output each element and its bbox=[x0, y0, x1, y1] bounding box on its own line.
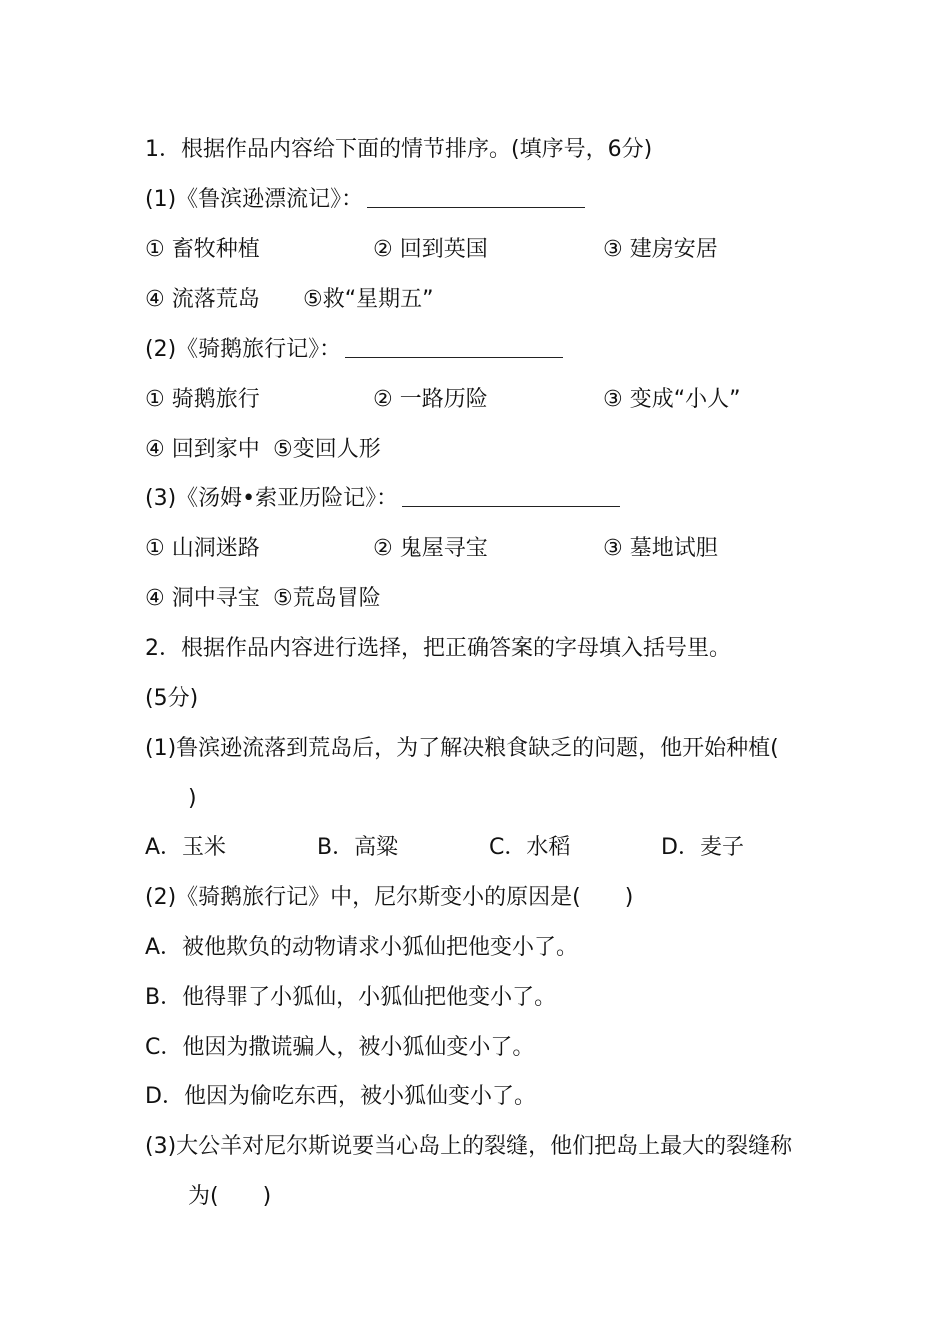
part-1-label: (1)《鲁滨逊漂流记》： bbox=[145, 187, 364, 212]
option: ② 一路历险 bbox=[373, 387, 488, 412]
option: ② 鬼屋寻宝 bbox=[373, 536, 488, 561]
option: ① 畜牧种植 bbox=[145, 237, 260, 262]
answer-blank-1[interactable] bbox=[367, 185, 585, 208]
option: ① 骑鹅旅行 bbox=[145, 387, 260, 412]
option: ③ 变成“小人” bbox=[603, 387, 741, 412]
question-2-title: 2．根据作品内容进行选择，把正确答案的字母填入括号里。 bbox=[145, 636, 731, 661]
answer-blank-2[interactable] bbox=[345, 335, 563, 358]
part-1-options-row-1 bbox=[145, 235, 845, 265]
sub-2-option-d: D．他因为偷吃东西，被小狐仙变小了。 bbox=[145, 1084, 536, 1109]
part-2-label: (2)《骑鹅旅行记》： bbox=[145, 337, 342, 362]
sub-2-option-c: C．他因为撒谎骗人，被小狐仙变小了。 bbox=[145, 1035, 535, 1060]
option: ⑤救“星期五” bbox=[303, 287, 434, 312]
sub-2-option-b: B．他得罪了小狐仙，小狐仙把他变小了。 bbox=[145, 985, 557, 1010]
question-2-sub-3-line-1: (3)大公羊对尼尔斯说要当心岛上的裂缝，他们把岛上最大的裂缝称 bbox=[145, 1134, 793, 1159]
question-2-score: (5分) bbox=[145, 686, 199, 711]
part-3-options-row-2 bbox=[145, 584, 845, 614]
part-3-options-row-1 bbox=[145, 534, 845, 564]
option-c: C．水稻 bbox=[489, 835, 571, 860]
option-a: A．玉米 bbox=[145, 835, 227, 860]
option: ⑤变回人形 bbox=[273, 437, 381, 462]
sub-2-option-a: A．被他欺负的动物请求小狐仙把他变小了。 bbox=[145, 935, 579, 960]
option: ① 山洞迷路 bbox=[145, 536, 260, 561]
question-2-sub-2: (2)《骑鹅旅行记》中，尼尔斯变小的原因是( ) bbox=[145, 885, 634, 910]
option: ③ 建房安居 bbox=[603, 237, 718, 262]
part-2-options-row-2 bbox=[145, 435, 845, 465]
option: ④ 洞中寻宝 bbox=[145, 586, 260, 611]
question-2-sub-3-line-2: 为( ) bbox=[188, 1184, 272, 1209]
question-2-sub-1-line-2: ) bbox=[188, 786, 197, 811]
option: ② 回到英国 bbox=[373, 237, 488, 262]
option: ④ 回到家中 bbox=[145, 437, 260, 462]
part-1-options-row-2 bbox=[145, 285, 845, 315]
sub-1-options bbox=[145, 833, 845, 863]
option: ④ 流落荒岛 bbox=[145, 287, 260, 312]
question-1-part-2 bbox=[145, 335, 563, 365]
part-3-label: (3)《汤姆•索亚历险记》： bbox=[145, 486, 399, 511]
option: ⑤荒岛冒险 bbox=[273, 586, 381, 611]
question-2-sub-1-line-1: (1)鲁滨逊流落到荒岛后，为了解决粮食缺乏的问题，他开始种植( bbox=[145, 736, 779, 761]
option: ③ 墓地试胆 bbox=[603, 536, 718, 561]
answer-blank-3[interactable] bbox=[402, 484, 620, 507]
option-d: D．麦子 bbox=[661, 835, 744, 860]
question-1-title: 1．根据作品内容给下面的情节排序。(填序号，6分) bbox=[145, 137, 653, 162]
option-b: B．高粱 bbox=[317, 835, 399, 860]
question-1-part-1 bbox=[145, 185, 585, 215]
part-2-options-row-1 bbox=[145, 385, 845, 415]
question-1-part-3 bbox=[145, 484, 620, 514]
